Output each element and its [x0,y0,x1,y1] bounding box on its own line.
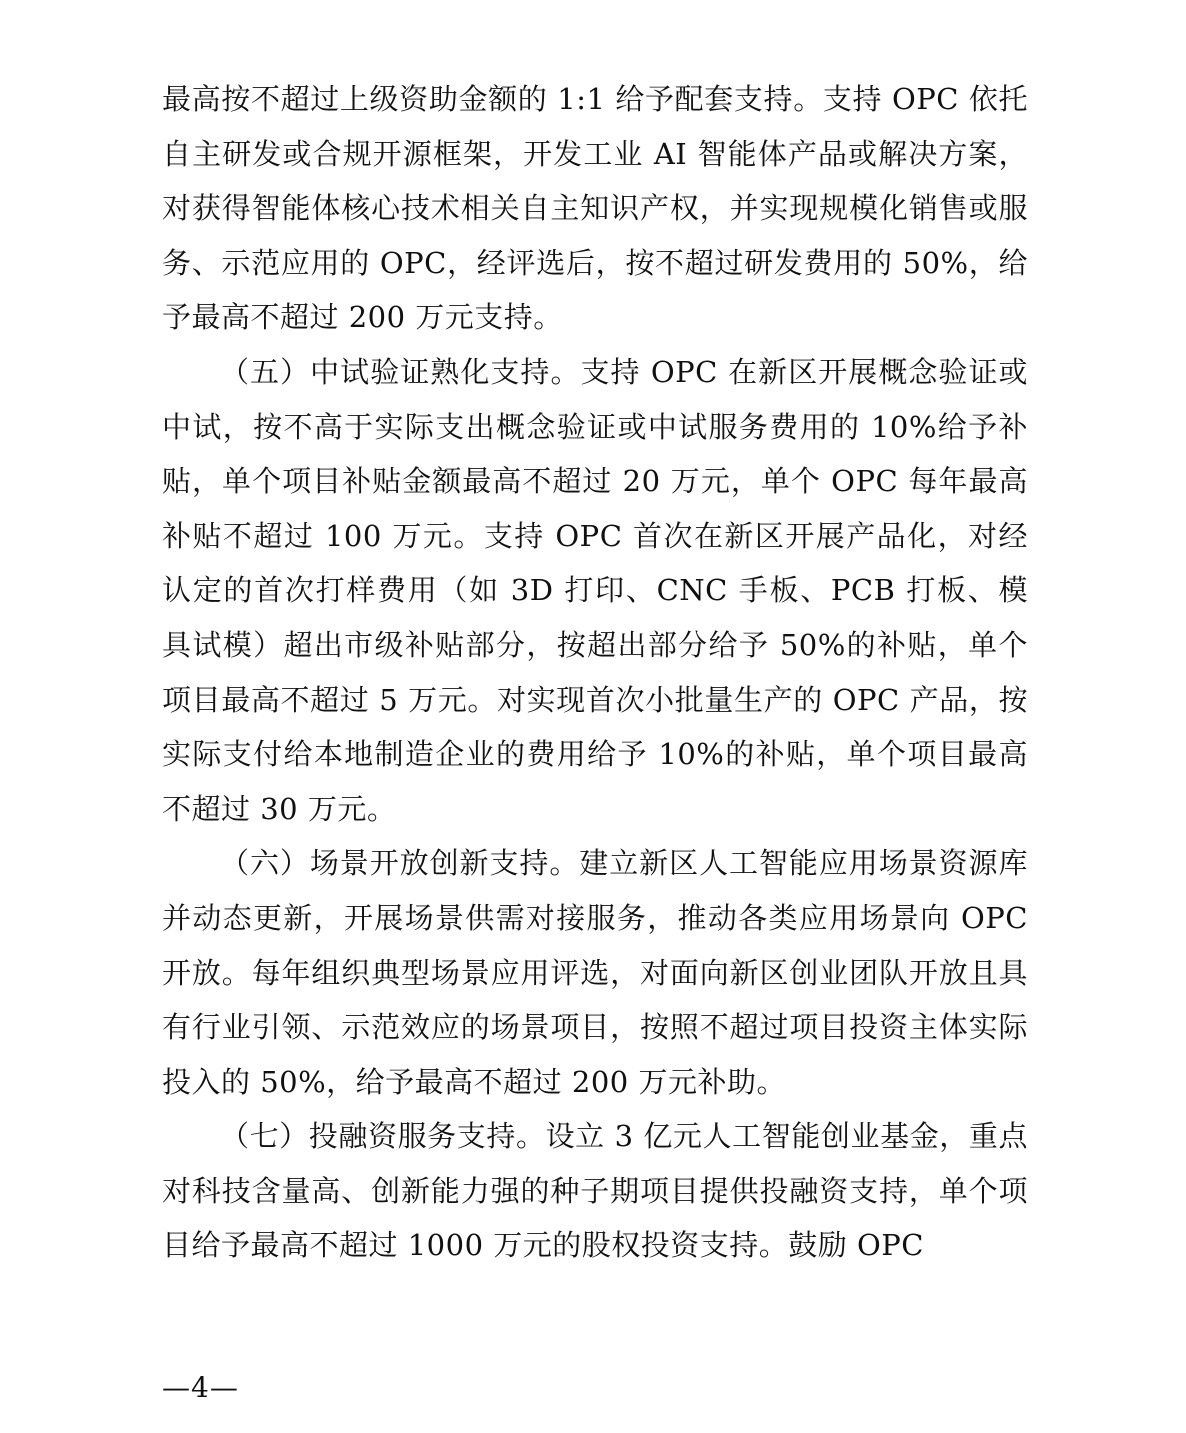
paragraph-section-5: （五）中试验证熟化支持。支持 OPC 在新区开展概念验证或中试，按不高于实际支出概念验证或中试服务费用的 10%给予补贴，单个项目补贴金额最高不超过 20 万元，单个 OPC 每年最高补贴不超过 100 万元。支持 OPC 首次在新区开展产品化，对经认定的首次打样费用（如 3D 打印、CNC 手板、PCB 打板、模具试模）超出市级补贴部分，按超出部分给予 50%的补贴，单个项目最高不超过 5 万元。对实现首次小批量生产的 OPC 产品，按实际支付给本地制造企业的费用给予 10%的补贴，单个项目最高不超过 30 万元。 [162,354,1028,826]
page-number: —4— [162,1371,239,1404]
paragraph-section-7: （七）投融资服务支持。设立 3 亿元人工智能创业基金，重点对科技含量高、创新能力强的种子期项目提供投融资支持，单个项目给予最高不超过 1000 万元的股权投资支持。鼓励 OPC [162,1119,1028,1263]
paragraph-continuation: 最高按不超过上级资助金额的 1:1 给予配套支持。支持 OPC 依托自主研发或合规开源框架，开发工业 AI 智能体产品或解决方案，对获得智能体核心技术相关自主知识产权，并实现规模化销售或服务、示范应用的 OPC，经评选后，按不超过研发费用的 50%，给予最高不超过 200 万元支持。 [162,82,1028,335]
paragraph-section-6: （六）场景开放创新支持。建立新区人工智能应用场景资源库并动态更新，开展场景供需对接服务，推动各类应用场景向 OPC 开放。每年组织典型场景应用评选，对面向新区创业团队开放且具有行业引领、示范效应的场景项目，按照不超过项目投资主体实际投入的 50%，给予最高不超过 200 万元补助。 [162,846,1028,1099]
document-body [162,72,1028,1273]
